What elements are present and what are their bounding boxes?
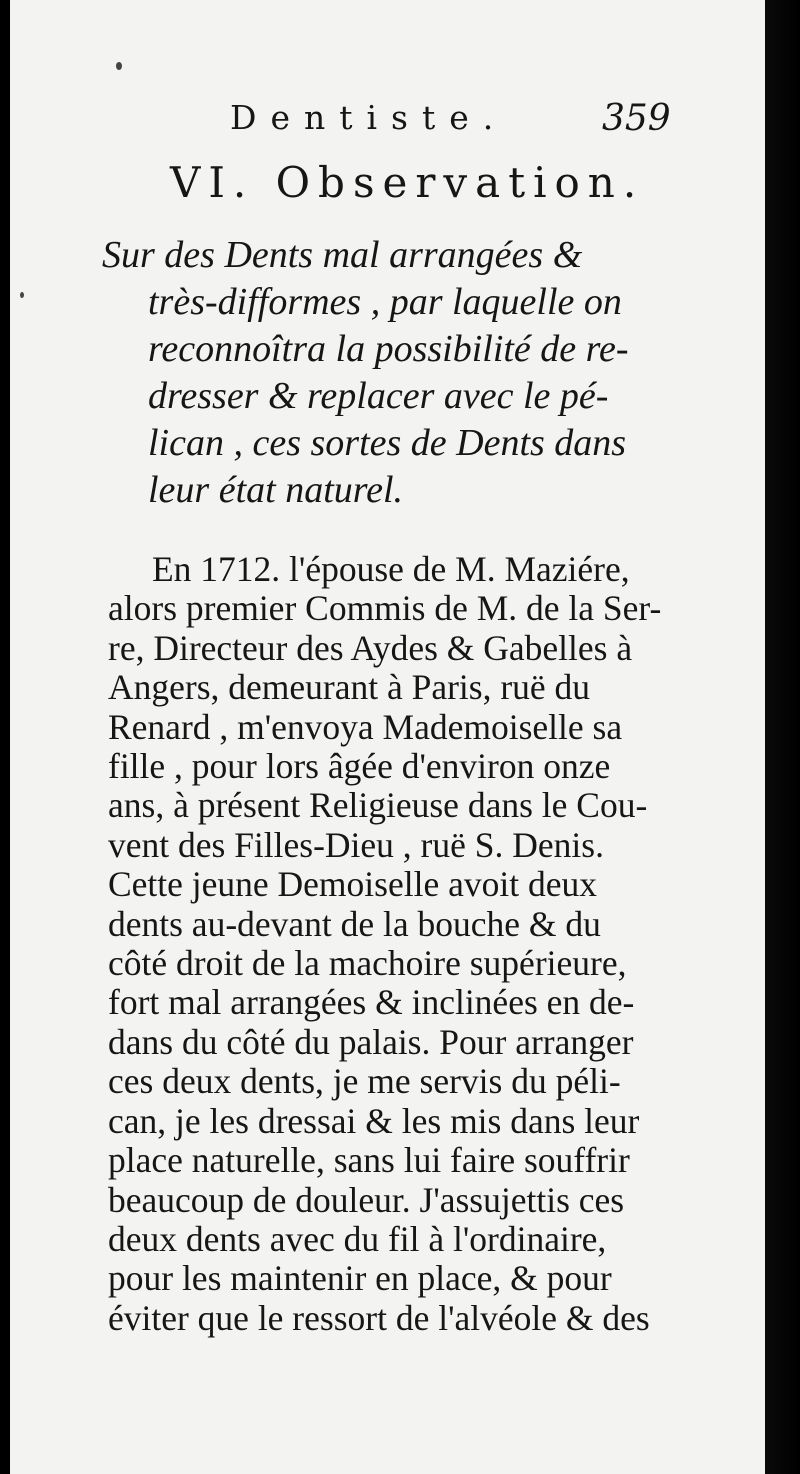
body-line: Renard , m'envoya Mademoiselle sa — [108, 706, 623, 747]
section-title: VI. Observation. — [170, 158, 645, 207]
body-line: côté droit de la machoire supérieure, — [108, 943, 627, 984]
body-line: can, je les dressai & les mis dans leur — [108, 1100, 640, 1141]
body-line: Angers, demeurant à Paris, ruë du — [108, 667, 591, 708]
body-text — [108, 550, 693, 1338]
page-edge-shadow — [765, 0, 800, 1474]
summary-line: lican , ces sortes de Dents dans — [148, 422, 627, 464]
body-line: alors premier Commis de M. de la Ser- — [108, 588, 662, 629]
summary-line: dresser & replacer avec le pé- — [148, 375, 609, 417]
ink-speck — [116, 62, 122, 70]
body-line: Cette jeune Demoiselle avoit deux — [108, 864, 597, 905]
body-line: pour les maintenir en place, & pour — [108, 1258, 612, 1299]
body-line: vent des Filles-Dieu , ruë S. Denis. — [108, 824, 604, 865]
summary-line: reconnoîtra la possibilité de re- — [148, 328, 629, 370]
body-line: beaucoup de douleur. J'assujettis ces — [108, 1179, 625, 1220]
body-line: dents au-devant de la bouche & du — [108, 903, 601, 944]
body-line: re, Directeur des Aydes & Gabelles à — [108, 627, 633, 668]
body-line: fille , pour lors âgée d'environ onze — [108, 746, 611, 787]
book-page — [10, 0, 765, 1474]
body-line: En 1712. l'épouse de M. Maziére, — [152, 549, 630, 589]
chapter-summary — [102, 232, 692, 514]
body-line: ces deux dents, je me servis du péli- — [108, 1061, 621, 1102]
page-number: 359 — [602, 98, 671, 139]
body-line: ans, à présent Religieuse dans le Cou- — [108, 785, 648, 826]
ink-speck — [20, 292, 24, 298]
body-line: dans du côté du palais. Pour arranger — [108, 1021, 634, 1062]
body-line: éviter que le ressort de l'alvéole & des — [108, 1297, 650, 1338]
body-line: deux dents avec du fil à l'ordinaire, — [108, 1218, 607, 1259]
running-head: Dentiste. — [230, 98, 508, 137]
body-line: place naturelle, sans lui faire souffrir — [108, 1140, 630, 1181]
summary-line: leur état naturel. — [148, 469, 404, 511]
summary-line: très-difformes , par laquelle on — [148, 281, 622, 323]
body-line: fort mal arrangées & inclinées en de- — [108, 982, 635, 1023]
summary-line: Sur des Dents mal arrangées & — [102, 234, 583, 276]
